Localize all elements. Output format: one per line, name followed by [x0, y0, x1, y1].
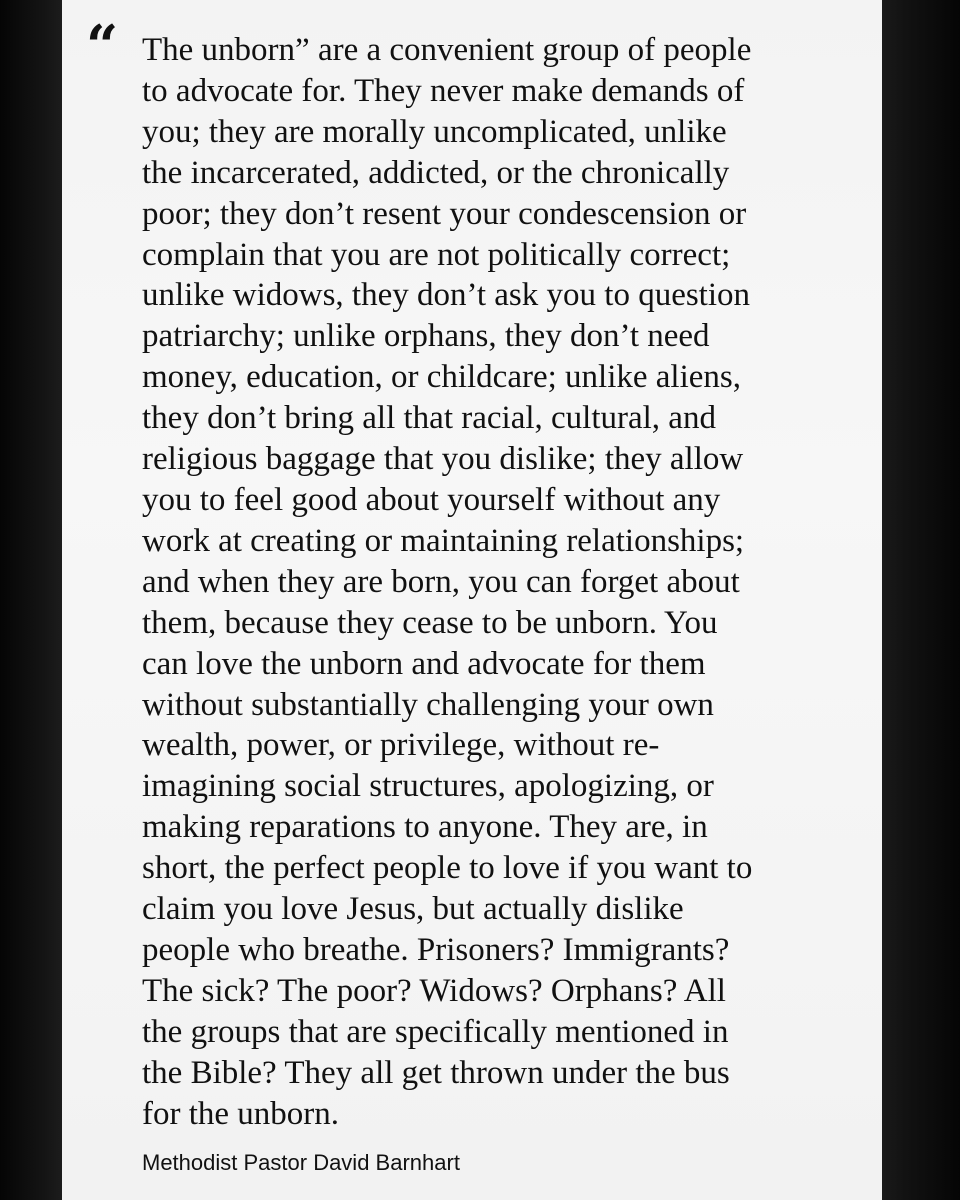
- quote-line: The sick? The poor? Widows? Orphans? All: [142, 972, 726, 1009]
- quote-line: and when they are born, you can forget about: [142, 563, 740, 600]
- quote-line: short, the perfect people to love if you want to: [142, 850, 753, 887]
- quote-line: religious baggage that you dislike; they allow: [142, 441, 744, 478]
- quote-line: complain that you are not politically correct;: [142, 236, 731, 273]
- quote-line: the Bible? They all get thrown under the bus: [142, 1054, 730, 1091]
- quote-line: the incarcerated, addicted, or the chronically: [142, 154, 730, 191]
- quote-line: claim you love Jesus, but actually dislike: [142, 891, 684, 928]
- quote-line: you to feel good about yourself without any: [142, 481, 721, 518]
- quote-line: making reparations to anyone. They are, in: [142, 809, 708, 846]
- quote-attribution: Methodist Pastor David Barnhart: [142, 1150, 460, 1175]
- quote-line: the groups that are specifically mentioned in: [142, 1013, 729, 1050]
- left-dark-border: [0, 0, 62, 1200]
- quote-line: them, because they cease to be unborn. You: [142, 604, 718, 641]
- quote-line: poor; they don’t resent your condescension or: [142, 195, 747, 232]
- quote-line: you; they are morally uncomplicated, unlike: [142, 113, 727, 150]
- quote-line: without substantially challenging your own: [142, 686, 714, 723]
- quote-line: imagining social structures, apologizing, or: [142, 768, 714, 805]
- quote-line: work at creating or maintaining relationships;: [142, 522, 745, 559]
- open-quote-mark: “: [86, 13, 115, 79]
- right-dark-border: [882, 0, 960, 1200]
- quote-line: for the unborn.: [142, 1095, 340, 1132]
- quote-line: The unborn” are a convenient group of people: [142, 32, 752, 68]
- quote-line: people who breathe. Prisoners? Immigrants?: [142, 931, 730, 968]
- quote-text: [142, 30, 862, 1134]
- quote-line: can love the unborn and advocate for them: [142, 645, 706, 682]
- quote-line: they don’t bring all that racial, cultural, and: [142, 400, 716, 437]
- quote-line: to advocate for. They never make demands of: [142, 72, 745, 109]
- quote-line: wealth, power, or privilege, without re-: [142, 727, 660, 764]
- quote-card: [62, 0, 882, 1200]
- quote-line: unlike widows, they don’t ask you to question: [142, 277, 751, 314]
- quote-line: money, education, or childcare; unlike aliens,: [142, 359, 741, 396]
- quote-line: patriarchy; unlike orphans, they don’t need: [142, 318, 710, 355]
